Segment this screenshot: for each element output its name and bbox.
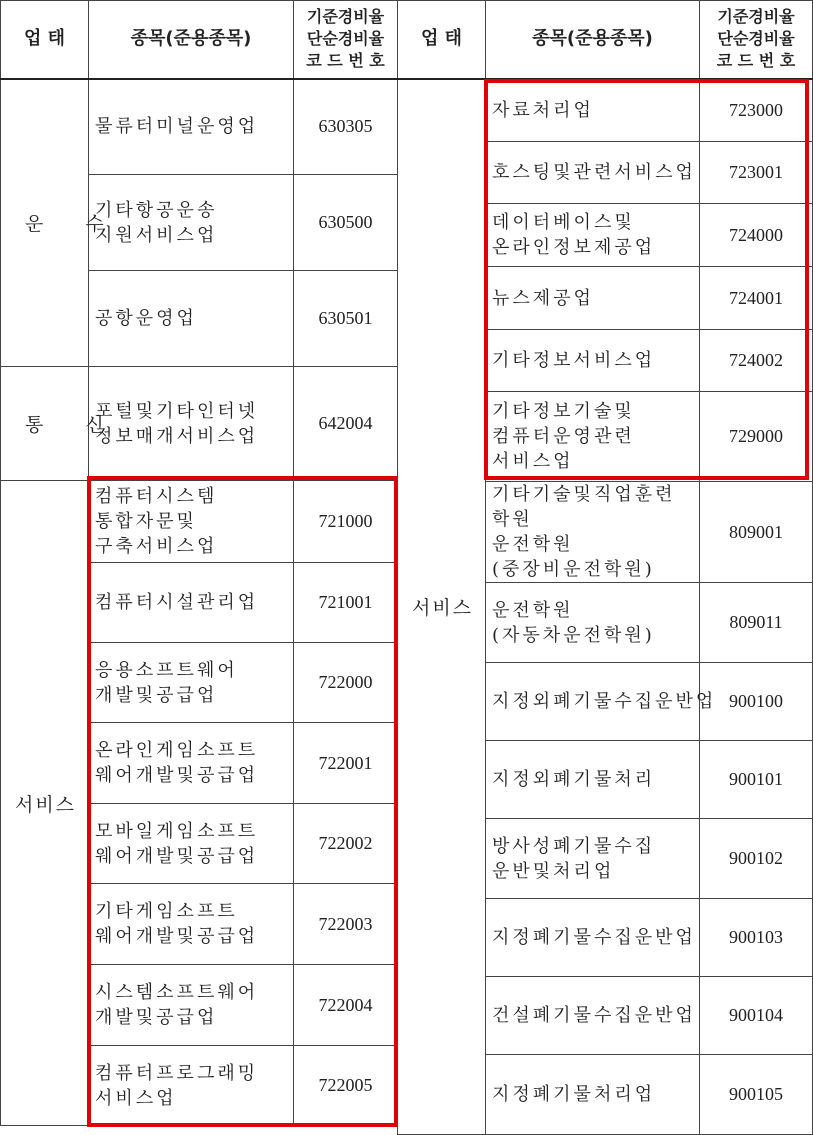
code-cell: 722001 <box>294 723 398 804</box>
code-cell: 722004 <box>294 965 398 1046</box>
code-cell: 723000 <box>700 79 813 142</box>
item-cell <box>89 965 294 1046</box>
item-line: 모바일게임소프트 <box>95 820 259 842</box>
item-cell <box>486 142 700 204</box>
item-cell <box>89 79 294 175</box>
header-industry: 업 태 <box>398 1 486 79</box>
item-cell <box>486 267 700 330</box>
item-cell <box>89 884 294 965</box>
item-cell <box>486 663 717 741</box>
code-cell: 721000 <box>294 481 398 563</box>
industry-cell: 통 신 <box>1 367 89 481</box>
item-cell <box>486 330 700 392</box>
code-cell: 722002 <box>294 804 398 884</box>
table-row <box>398 79 813 142</box>
item-line: 구축서비스업 <box>95 536 218 557</box>
item-line: 개발및공급업 <box>95 1007 218 1028</box>
table-row <box>1 79 398 175</box>
item-cell <box>89 175 294 271</box>
item-line: 학원 <box>492 509 533 530</box>
item-cell <box>486 392 700 482</box>
item-cell <box>89 804 294 884</box>
code-cell: 900100 <box>700 663 813 741</box>
right-table <box>397 0 813 1135</box>
code-cell: 724000 <box>700 204 813 267</box>
item-line: 기타정보서비스업 <box>492 350 656 371</box>
item-line: 컴퓨터시스템 <box>95 486 218 507</box>
item-line: 기타기술및직업훈련 <box>492 484 676 505</box>
code-cell: 722005 <box>294 1046 398 1126</box>
header-code: 기준경비율 단순경비율 코 드 번 호 <box>294 1 398 79</box>
item-line: (자동차운전학원) <box>492 624 655 646</box>
item-cell <box>89 1046 294 1126</box>
item-cell <box>486 204 700 267</box>
item-line: 지정외폐기물수집운반업 <box>492 691 717 712</box>
table-row <box>1 481 398 563</box>
item-cell <box>89 271 294 367</box>
industry-cell: 서비스 <box>1 481 89 1126</box>
code-cell: 722003 <box>294 884 398 965</box>
item-line: 정보매개서비스업 <box>95 425 259 447</box>
code-cell: 729000 <box>700 392 813 482</box>
item-line: 물류터미널운영업 <box>95 116 259 138</box>
item-line: 웨어개발및공급업 <box>95 845 259 867</box>
item-line: 데이터베이스및 <box>492 212 635 233</box>
item-cell <box>486 819 700 899</box>
item-cell <box>486 583 700 663</box>
code-cell: 722000 <box>294 643 398 723</box>
code-cell: 630501 <box>294 271 398 367</box>
item-line: 기타항공운송 <box>95 199 218 221</box>
table-row <box>1 367 398 481</box>
item-line: 통합자문및 <box>95 511 197 532</box>
item-cell <box>89 367 294 481</box>
header-row <box>398 1 813 79</box>
code-cell: 630305 <box>294 79 398 175</box>
code-cell: 900105 <box>700 1055 813 1135</box>
item-line: 기타게임소프트 <box>95 901 238 922</box>
item-line: 응용소프트웨어 <box>95 659 238 681</box>
item-cell <box>89 723 294 804</box>
item-cell <box>486 899 700 977</box>
item-line: 시스템소프트웨어 <box>95 982 259 1003</box>
item-line: 온라인게임소프트 <box>95 740 259 761</box>
code-cell: 721001 <box>294 563 398 643</box>
item-line: 컴퓨터프로그래밍 <box>95 1062 259 1084</box>
item-line: 방사성폐기물수집 <box>492 835 656 857</box>
code-cell: 724001 <box>700 267 813 330</box>
item-cell <box>89 643 294 723</box>
header-row <box>1 1 398 79</box>
industry-cell: 서비스 <box>398 79 486 1135</box>
item-cell <box>89 563 294 643</box>
item-line: 웨어개발및공급업 <box>95 765 259 786</box>
item-line: 포털및기타인터넷 <box>95 400 259 422</box>
item-line: 호스팅및관련서비스업 <box>492 162 696 183</box>
header-code: 기준경비율 단순경비율 코 드 번 호 <box>700 1 813 79</box>
item-line: 서비스업 <box>95 1087 177 1109</box>
item-cell <box>486 482 700 583</box>
item-line: 지정폐기물수집운반업 <box>492 927 696 948</box>
header-item: 종목(준용종목) <box>89 1 294 79</box>
item-line: 웨어개발및공급업 <box>95 926 259 947</box>
code-cell: 900103 <box>700 899 813 977</box>
item-line: 지정외폐기물처리 <box>492 769 656 790</box>
item-line: (중장비운전학원) <box>492 559 655 580</box>
item-line: 서비스업 <box>492 451 574 472</box>
item-line: 지원서비스업 <box>95 224 218 246</box>
code-cell: 900104 <box>700 977 813 1055</box>
code-cell: 642004 <box>294 367 398 481</box>
code-cell: 809011 <box>700 583 813 663</box>
code-cell: 900102 <box>700 819 813 899</box>
code-cell: 809001 <box>700 482 813 583</box>
code-cell: 900101 <box>700 741 813 819</box>
industry-cell: 운 수 <box>1 79 89 367</box>
item-line: 온라인정보제공업 <box>492 237 656 258</box>
item-line: 자료처리업 <box>492 99 594 121</box>
header-industry: 업 태 <box>1 1 89 79</box>
item-cell <box>486 79 700 142</box>
item-line: 컴퓨터운영관련 <box>492 426 635 447</box>
item-cell <box>486 1055 700 1135</box>
code-cell: 724002 <box>700 330 813 392</box>
item-line: 운전학원 <box>492 534 574 555</box>
item-cell <box>486 977 700 1055</box>
item-cell <box>486 741 700 819</box>
item-line: 건설폐기물수집운반업 <box>492 1005 696 1026</box>
header-item: 종목(준용종목) <box>486 1 700 79</box>
item-line: 운전학원 <box>492 599 574 621</box>
item-line: 개발및공급업 <box>95 684 218 706</box>
code-cell: 723001 <box>700 142 813 204</box>
item-line: 기타정보기술및 <box>492 401 635 422</box>
item-line: 지정폐기물처리업 <box>492 1084 656 1105</box>
item-line: 운반및처리업 <box>492 860 615 882</box>
item-line: 컴퓨터시설관리업 <box>95 592 259 613</box>
item-cell <box>89 481 294 563</box>
left-table <box>0 0 398 1126</box>
item-line: 공항운영업 <box>95 308 197 329</box>
code-cell: 630500 <box>294 175 398 271</box>
item-line: 뉴스제공업 <box>492 287 594 309</box>
